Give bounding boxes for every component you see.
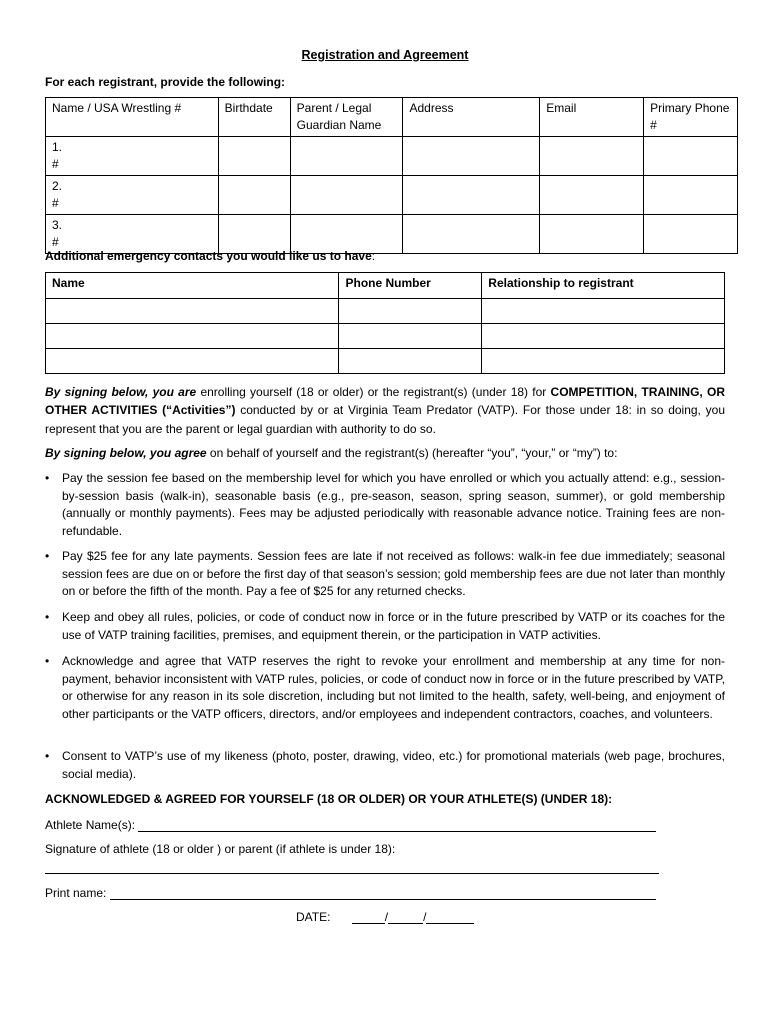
emergency-contacts-table	[45, 272, 725, 374]
contact-name-cell[interactable]	[46, 324, 339, 349]
print-name-line	[45, 886, 656, 900]
registrant-table	[45, 97, 738, 254]
col-header-phone-number: Phone Number	[339, 273, 482, 299]
date-year-field[interactable]	[426, 911, 474, 924]
registrant-row	[46, 176, 738, 215]
col-header-address: Address	[403, 98, 540, 137]
registrant-name-cell[interactable]	[46, 176, 219, 215]
bullet-text: Consent to VATP’s use of my likeness (photo, poster, drawing, video, etc.) for promotional materials (web page, brochures, social media).	[62, 749, 725, 781]
athlete-names-line	[45, 818, 656, 832]
bullet-glyph: •	[45, 654, 50, 668]
phone-cell[interactable]	[644, 176, 738, 215]
emergency-heading-colon: :	[371, 249, 376, 263]
registrant-heading: For each registrant, provide the following:	[45, 75, 286, 89]
athlete-names-field[interactable]	[138, 819, 656, 832]
registrant-row	[46, 137, 738, 176]
emergency-heading	[45, 249, 375, 263]
email-cell[interactable]	[540, 176, 644, 215]
contact-name-cell[interactable]	[46, 349, 339, 374]
signature-line	[45, 860, 659, 874]
email-cell[interactable]	[540, 215, 644, 254]
birthdate-cell[interactable]	[218, 137, 290, 176]
row-usaw-hash: #	[52, 157, 59, 171]
row-usaw-hash: #	[52, 235, 59, 249]
para-bold: COMPETITION, TRAINING, OR OTHER ACTIVITIES (“Activities”)	[45, 385, 726, 418]
registrant-row	[46, 215, 738, 254]
birthdate-cell[interactable]	[218, 176, 290, 215]
athlete-names-label: Athlete Name(s):	[45, 818, 136, 832]
bullet-glyph: •	[45, 749, 50, 763]
bullet-text: Keep and obey all rules, policies, or code of conduct now in force or in the future prescribed by VATP or its coaches for the use of VATP training facilities, premises, and equipment therein, or the participation in VATP activities.	[62, 610, 725, 642]
emergency-header-row	[46, 273, 725, 299]
signature-label: Signature of athlete (18 or older ) or parent (if athlete is under 18):	[45, 842, 396, 856]
guardian-cell[interactable]	[290, 215, 403, 254]
bullet-glyph: •	[45, 471, 50, 485]
registrant-name-cell[interactable]	[46, 137, 219, 176]
address-cell[interactable]	[403, 137, 540, 176]
bullet-glyph: •	[45, 610, 50, 624]
signature-field[interactable]	[45, 861, 659, 874]
contact-relationship-cell[interactable]	[482, 324, 725, 349]
guardian-cell[interactable]	[290, 176, 403, 215]
registrant-header-row	[46, 98, 738, 137]
col-header-phone: Primary Phone #	[644, 98, 738, 137]
col-header-name: Name / USA Wrestling #	[46, 98, 219, 137]
birthdate-cell[interactable]	[218, 215, 290, 254]
bullet-text: Pay the session fee based on the membership level for which you have enrolled or which you actually attend: e.g., session-by-session basis (walk-in), seasonable basis (e.g., pre-season, season, spring season, summer), or gold membership (annually or monthly payments). Fees may be adjusted periodically with reasonable advance notice. Training fees are non-refundable.	[62, 471, 725, 538]
date-separator: /	[423, 910, 427, 924]
email-cell[interactable]	[540, 137, 644, 176]
date-month-field[interactable]	[352, 911, 385, 924]
bullet-item	[45, 748, 725, 783]
bullet-glyph: •	[45, 549, 50, 563]
col-header-birthdate: Birthdate	[218, 98, 290, 137]
contact-name-cell[interactable]	[46, 299, 339, 324]
bullet-item	[45, 653, 725, 723]
date-line	[296, 910, 474, 924]
print-name-label: Print name:	[45, 886, 107, 900]
bullet-item	[45, 609, 725, 644]
guardian-cell[interactable]	[290, 137, 403, 176]
emergency-heading-text: Additional emergency contacts you would like us to have	[45, 249, 372, 263]
row-usaw-hash: #	[52, 196, 59, 210]
col-header-guardian: Parent / Legal Guardian Name	[290, 98, 403, 137]
page-title: Registration and Agreement	[301, 48, 469, 62]
print-name-field[interactable]	[110, 887, 656, 900]
contact-phone-cell[interactable]	[339, 324, 482, 349]
enrollment-paragraph	[45, 383, 725, 438]
para-text: enrolling yourself (18 or older) or the registrant(s) (under 18) for	[196, 385, 551, 399]
contact-phone-cell[interactable]	[339, 299, 482, 324]
emergency-row	[46, 324, 725, 349]
date-label: DATE:	[296, 910, 331, 924]
phone-cell[interactable]	[644, 137, 738, 176]
registrant-name-cell[interactable]	[46, 215, 219, 254]
emergency-row	[46, 349, 725, 374]
emergency-row	[46, 299, 725, 324]
para-lead: By signing below, you agree	[45, 446, 207, 460]
phone-cell[interactable]	[644, 215, 738, 254]
bullet-item	[45, 470, 725, 540]
address-cell[interactable]	[403, 176, 540, 215]
address-cell[interactable]	[403, 215, 540, 254]
acknowledgement-heading: ACKNOWLEDGED & AGREED FOR YOURSELF (18 OR OLDER) OR YOUR ATHLETE(S) (UNDER 18):	[45, 792, 613, 806]
col-header-relationship: Relationship to registrant	[482, 273, 725, 299]
row-number: 3.	[52, 218, 63, 232]
contact-relationship-cell[interactable]	[482, 349, 725, 374]
col-header-contact-name: Name	[46, 273, 339, 299]
date-separator: /	[384, 910, 389, 924]
contact-relationship-cell[interactable]	[482, 299, 725, 324]
col-header-email: Email	[540, 98, 644, 137]
row-number: 1.	[52, 140, 63, 154]
para-lead: By signing below, you are	[45, 385, 197, 399]
contact-phone-cell[interactable]	[339, 349, 482, 374]
para-text: on behalf of yourself and the registrant(s) (hereafter “you”, “your,” or “my”) to:	[206, 446, 618, 460]
row-number: 2.	[52, 179, 63, 193]
date-day-field[interactable]	[388, 911, 423, 924]
agreement-intro-paragraph	[45, 444, 725, 462]
bullet-text: Acknowledge and agree that VATP reserves the right to revoke your enrollment and membership at any time for non-payment, behavior inconsistent with VATP rules, policies, or code of conduct now in force or in the future prescribed by VATP, or otherwise for any reason in its sole discretion, including but not limited to the health, safety, well-being, and enjoyment of other participants or the VATP officers, directors, and/or employees and independent contractors, coaches, and volunteers.	[62, 654, 726, 721]
para-text: conducted by or at Virginia Team Predator (VATP). For those under 18: in so doing, you represent that you are the parent or legal guardian with authority to do so.	[45, 403, 725, 436]
bullet-text: Pay $25 fee for any late payments. Session fees are late if not received as follows: walk-in fee due immediately; seasonal session fees are due on or before the first day of that season’s session; gold membership fees are due not later than monthly on or before the fifth of the month. Pay a fee of $25 for any returned checks.	[62, 549, 725, 598]
bullet-item	[45, 548, 725, 601]
